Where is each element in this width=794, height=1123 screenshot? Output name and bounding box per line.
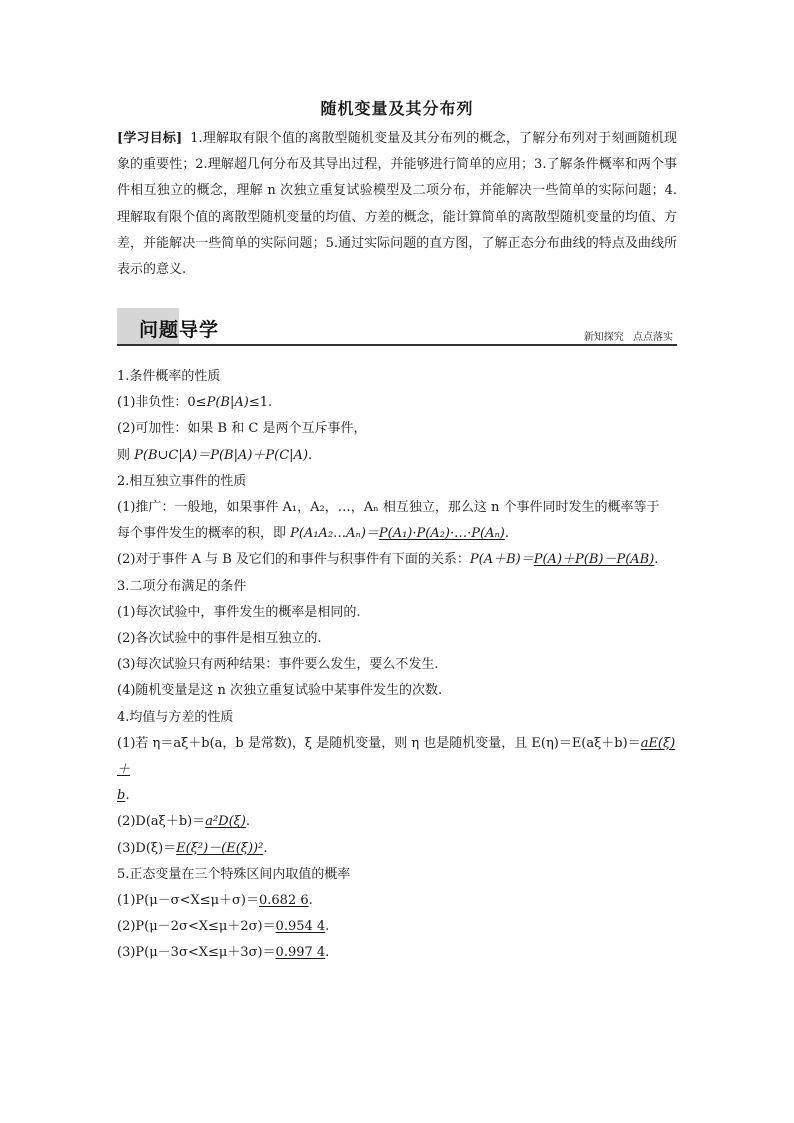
section-heading: 4.均值与方差的性质: [117, 709, 234, 725]
learning-goals: [117, 126, 677, 283]
answer-blank: aE(ξ)＋: [117, 735, 676, 778]
answer-blank: 0.997 4: [275, 945, 326, 961]
paragraph: (2)D(aξ＋b)＝a²D(ξ).: [117, 814, 251, 830]
answer-blank: P(A)＋P(B)－P(AB): [533, 552, 655, 568]
paragraph: (1)非负性：0≤P(B|A)≤1.: [117, 395, 273, 411]
main-content: [117, 364, 679, 967]
paragraph: (2)P(μ－2σ<X≤μ＋2σ)＝0.954 4.: [117, 919, 330, 935]
answer-blank: P(A₁)·P(A₂)·…·P(Aₙ): [378, 526, 505, 542]
answer-blank: 0.682 6: [259, 893, 309, 909]
section-heading: 2.相互独立事件的性质: [117, 473, 247, 489]
answer-blank: 0.954 4: [275, 919, 326, 935]
banner-rule: [117, 344, 677, 346]
list-item: (4)随机变量是这 n 次独立重复试验中某事件发生的次数.: [117, 683, 443, 699]
paragraph: 则 P(B∪C|A)＝P(B|A)＋P(C|A).: [117, 447, 313, 463]
page-title: 随机变量及其分布列: [320, 99, 474, 118]
paragraph: (3)P(μ－3σ<X≤μ＋3σ)＝0.997 4.: [117, 945, 330, 961]
paragraph: (1)P(μ－σ<X≤μ＋σ)＝0.682 6.: [117, 893, 313, 909]
section-heading: 5.正态变量在三个特殊区间内取值的概率: [117, 866, 351, 882]
list-item: (1)每次试验中，事件发生的概率是相同的.: [117, 604, 361, 620]
paragraph: (2)对于事件 A 与 B 及它们的和事件与积事件有下面的关系：P(A＋B)＝P(A)＋P(B)－P(AB).: [117, 552, 659, 568]
paragraph: (2)可加性：如果 B 和 C 是两个互斥事件，: [117, 421, 367, 437]
answer-blank: E(ξ²)－(E(ξ))²: [176, 840, 264, 856]
goals-text: 1.理解取有限个值的离散型随机变量及其分布列的概念，了解分布列对于刻画随机现象的重要性；2.理解超几何分布及其导出过程，并能够进行简单的应用；3.了解条件概率和两个事件相互独立的概念，理解 n 次独立重复试验模型及二项分布，并能解决一些简单的实际问题；4.理解取有限个值的离散型随机变量的均值、方差的概念，能计算简单的离散型随机变量的均值、方差，并能解决一些简单的实际问题；5.通过实际问题的直方图，了解正态分布曲线的特点及曲线所表示的意义.: [117, 131, 678, 278]
section-heading: 3.二项分布满足的条件: [117, 578, 247, 594]
paragraph: (1)若 η＝aξ＋b(a，b 是常数)，ξ 是随机变量，则 η 也是随机变量，且 E(η)＝E(aξ＋b)＝aE(ξ)＋: [117, 735, 676, 778]
list-item: (3)每次试验只有两种结果：事件要么发生，要么不发生.: [117, 657, 439, 673]
answer-blank: b: [117, 788, 126, 804]
paragraph: (3)D(ξ)＝E(ξ²)－(E(ξ))².: [117, 840, 268, 856]
paragraph: b.: [117, 788, 130, 804]
banner-label: 问题导学: [139, 319, 220, 341]
banner-subtitle: 新知探究 点点落实: [583, 332, 673, 343]
answer-blank: a²D(ξ): [205, 814, 246, 830]
section-banner: [117, 308, 677, 346]
paragraph: 每个事件发生的概率的积，即 P(A₁A₂…Aₙ)＝P(A₁)·P(A₂)·…·P(Aₙ).: [117, 526, 509, 542]
list-item: (2)各次试验中的事件是相互独立的.: [117, 631, 322, 647]
section-heading: 1.条件概率的性质: [117, 369, 221, 384]
goals-tag: [学习目标]: [117, 131, 183, 146]
paragraph: (1)推广：一般地，如果事件 A₁，A₂，…，Aₙ 相互独立，那么这 n 个事件同时发生的概率等于: [117, 500, 660, 516]
